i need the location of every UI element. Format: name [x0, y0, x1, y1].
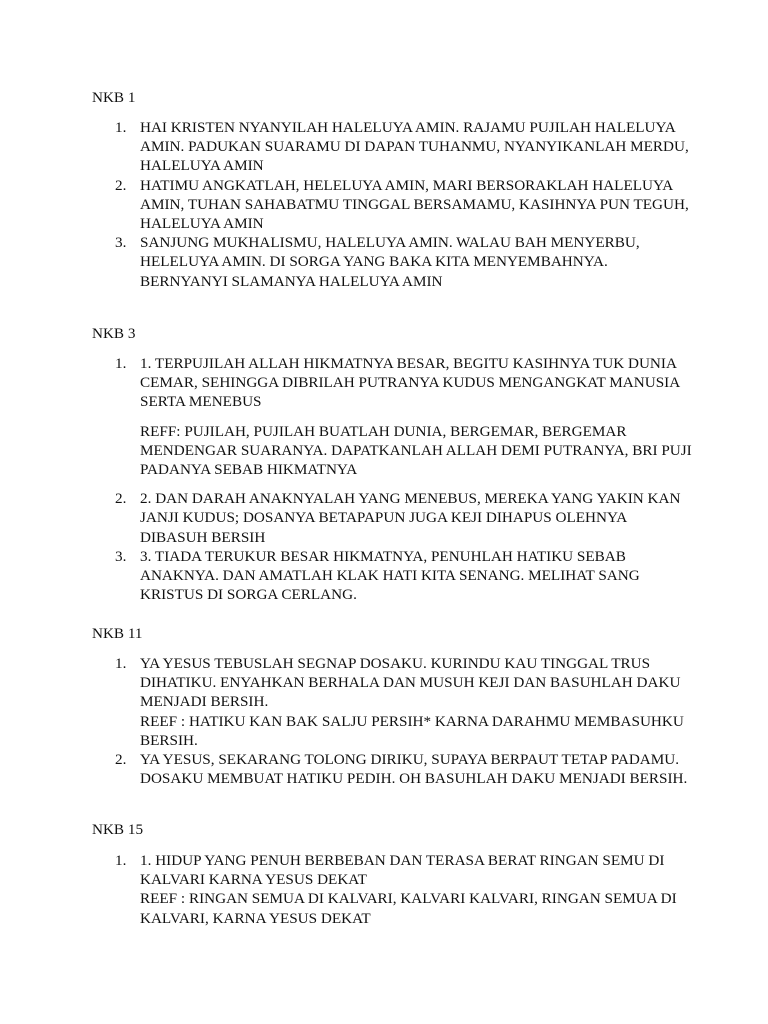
verse-item — [92, 547, 692, 605]
verse-item — [92, 750, 692, 788]
verse-item — [92, 489, 692, 547]
section-heading-nkb-1: NKB 1 — [92, 89, 136, 106]
refrain-text: REEF : RINGAN SEMUA DI KALVARI, KALVARI KALVARI, RINGAN SEMUA DI KALVARI, KARNA YESUS DEKAT — [140, 890, 677, 927]
verse-number: 2. — [115, 490, 127, 508]
section-heading-nkb-11: NKB 11 — [92, 625, 143, 642]
verse-item — [92, 654, 692, 750]
verse-item — [92, 176, 692, 234]
refrain-text: REFF: PUJILAH, PUJILAH BUATLAH DUNIA, BERGEMAR, BERGEMAR MENDENGAR SUARANYA. DAPATKANLAH ALLAH DEMI PUTRANYA, BRI PUJI PADANYA SEBAB HIKMATNYA — [140, 422, 692, 479]
verse-text: YA YESUS TEBUSLAH SEGNAP DOSAKU. KURINDU KAU TINGGAL TRUS DIHATIKU. ENYAHKAN BERHALA DAN MUSUH KEJI DAN BASUHLAH DAKU MENJADI BERSIH. — [140, 655, 681, 711]
verse-text: HATIMU ANGKATLAH, HELELUYA AMIN, MARI BERSORAKLAH HALELUYA AMIN, TUHAN SAHABATMU TINGGAL BERSAMAMU, KASIHNYA PUN TEGUH, HALELUYA AMIN — [140, 176, 689, 233]
verse-item — [92, 851, 692, 928]
verse-text: YA YESUS, SEKARANG TOLONG DIRIKU, SUPAYA BERPAUT TETAP PADAMU. DOSAKU MEMBUAT HATIKU PEDIH. OH BASUHLAH DAKU MENJADI BERSIH. — [140, 751, 688, 788]
verse-list-nkb-1 — [92, 118, 692, 291]
verse-text: 1. HIDUP YANG PENUH BERBEBAN DAN TERASA BERAT RINGAN SEMU DI KALVARI KARNA YESUS DEKAT — [140, 852, 665, 889]
verse-number: 3. — [115, 234, 127, 252]
verse-list-nkb-15 — [92, 851, 692, 928]
verse-number: 1. — [115, 355, 127, 372]
verse-number: 2. — [115, 176, 127, 194]
verse-text: 2. DAN DARAH ANAKNYALAH YANG MENEBUS, MEREKA YANG YAKIN KAN JANJI KUDUS; DOSANYA BETAPAPUN JUGA KEJI DIHAPUS OLEHNYA DIBASUH BERSIH — [140, 490, 681, 546]
verse-number: 3. — [115, 547, 127, 565]
verse-text: 1. TERPUJILAH ALLAH HIKMATNYA BESAR, BEGITU KASIHNYA TUK DUNIA CEMAR, SEHINGGA DIBRILAH PUTRANYA KUDUS MENGANGKAT MANUSIA SERTA MENEBUS — [140, 355, 680, 411]
verse-text: HAI KRISTEN NYANYILAH HALELUYA AMIN. RAJAMU PUJILAH HALELUYA AMIN. PADUKAN SUARAMU DI DAPAN TUHANMU, NYANYIKANLAH MERDU, HALELUYA AMIN — [140, 119, 689, 175]
section-heading-nkb-3: NKB 3 — [92, 325, 136, 342]
verse-number: 1. — [115, 119, 127, 136]
verse-text: 3. TIADA TERUKUR BESAR HIKMATNYA, PENUHLAH HATIKU SEBAB ANAKNYA. DAN AMATLAH KLAK HATI KITA SENANG. MELIHAT SANG KRISTUS DI SORGA CERLANG. — [140, 547, 640, 604]
verse-item — [92, 118, 692, 176]
verse-list-nkb-11 — [92, 654, 692, 788]
verse-item — [92, 354, 692, 479]
verse-number: 1. — [115, 852, 127, 869]
verse-list-nkb-3 — [92, 354, 692, 604]
verse-number: 1. — [115, 655, 127, 672]
refrain-text: REEF : HATIKU KAN BAK SALJU PERSIH* KARNA DARAHMU MEMBASUHKU BERSIH. — [140, 712, 684, 749]
verse-number: 2. — [115, 751, 127, 769]
section-heading-nkb-15: NKB 15 — [92, 821, 144, 838]
verse-item — [92, 233, 692, 291]
verse-text: SANJUNG MUKHALISMU, HALELUYA AMIN. WALAU BAH MENYERBU, HELELUYA AMIN. DI SORGA YANG BAKA KITA MENYEMBAHNYA. BERNYANYI SLAMANYA HALELUYA AMIN — [140, 234, 640, 290]
